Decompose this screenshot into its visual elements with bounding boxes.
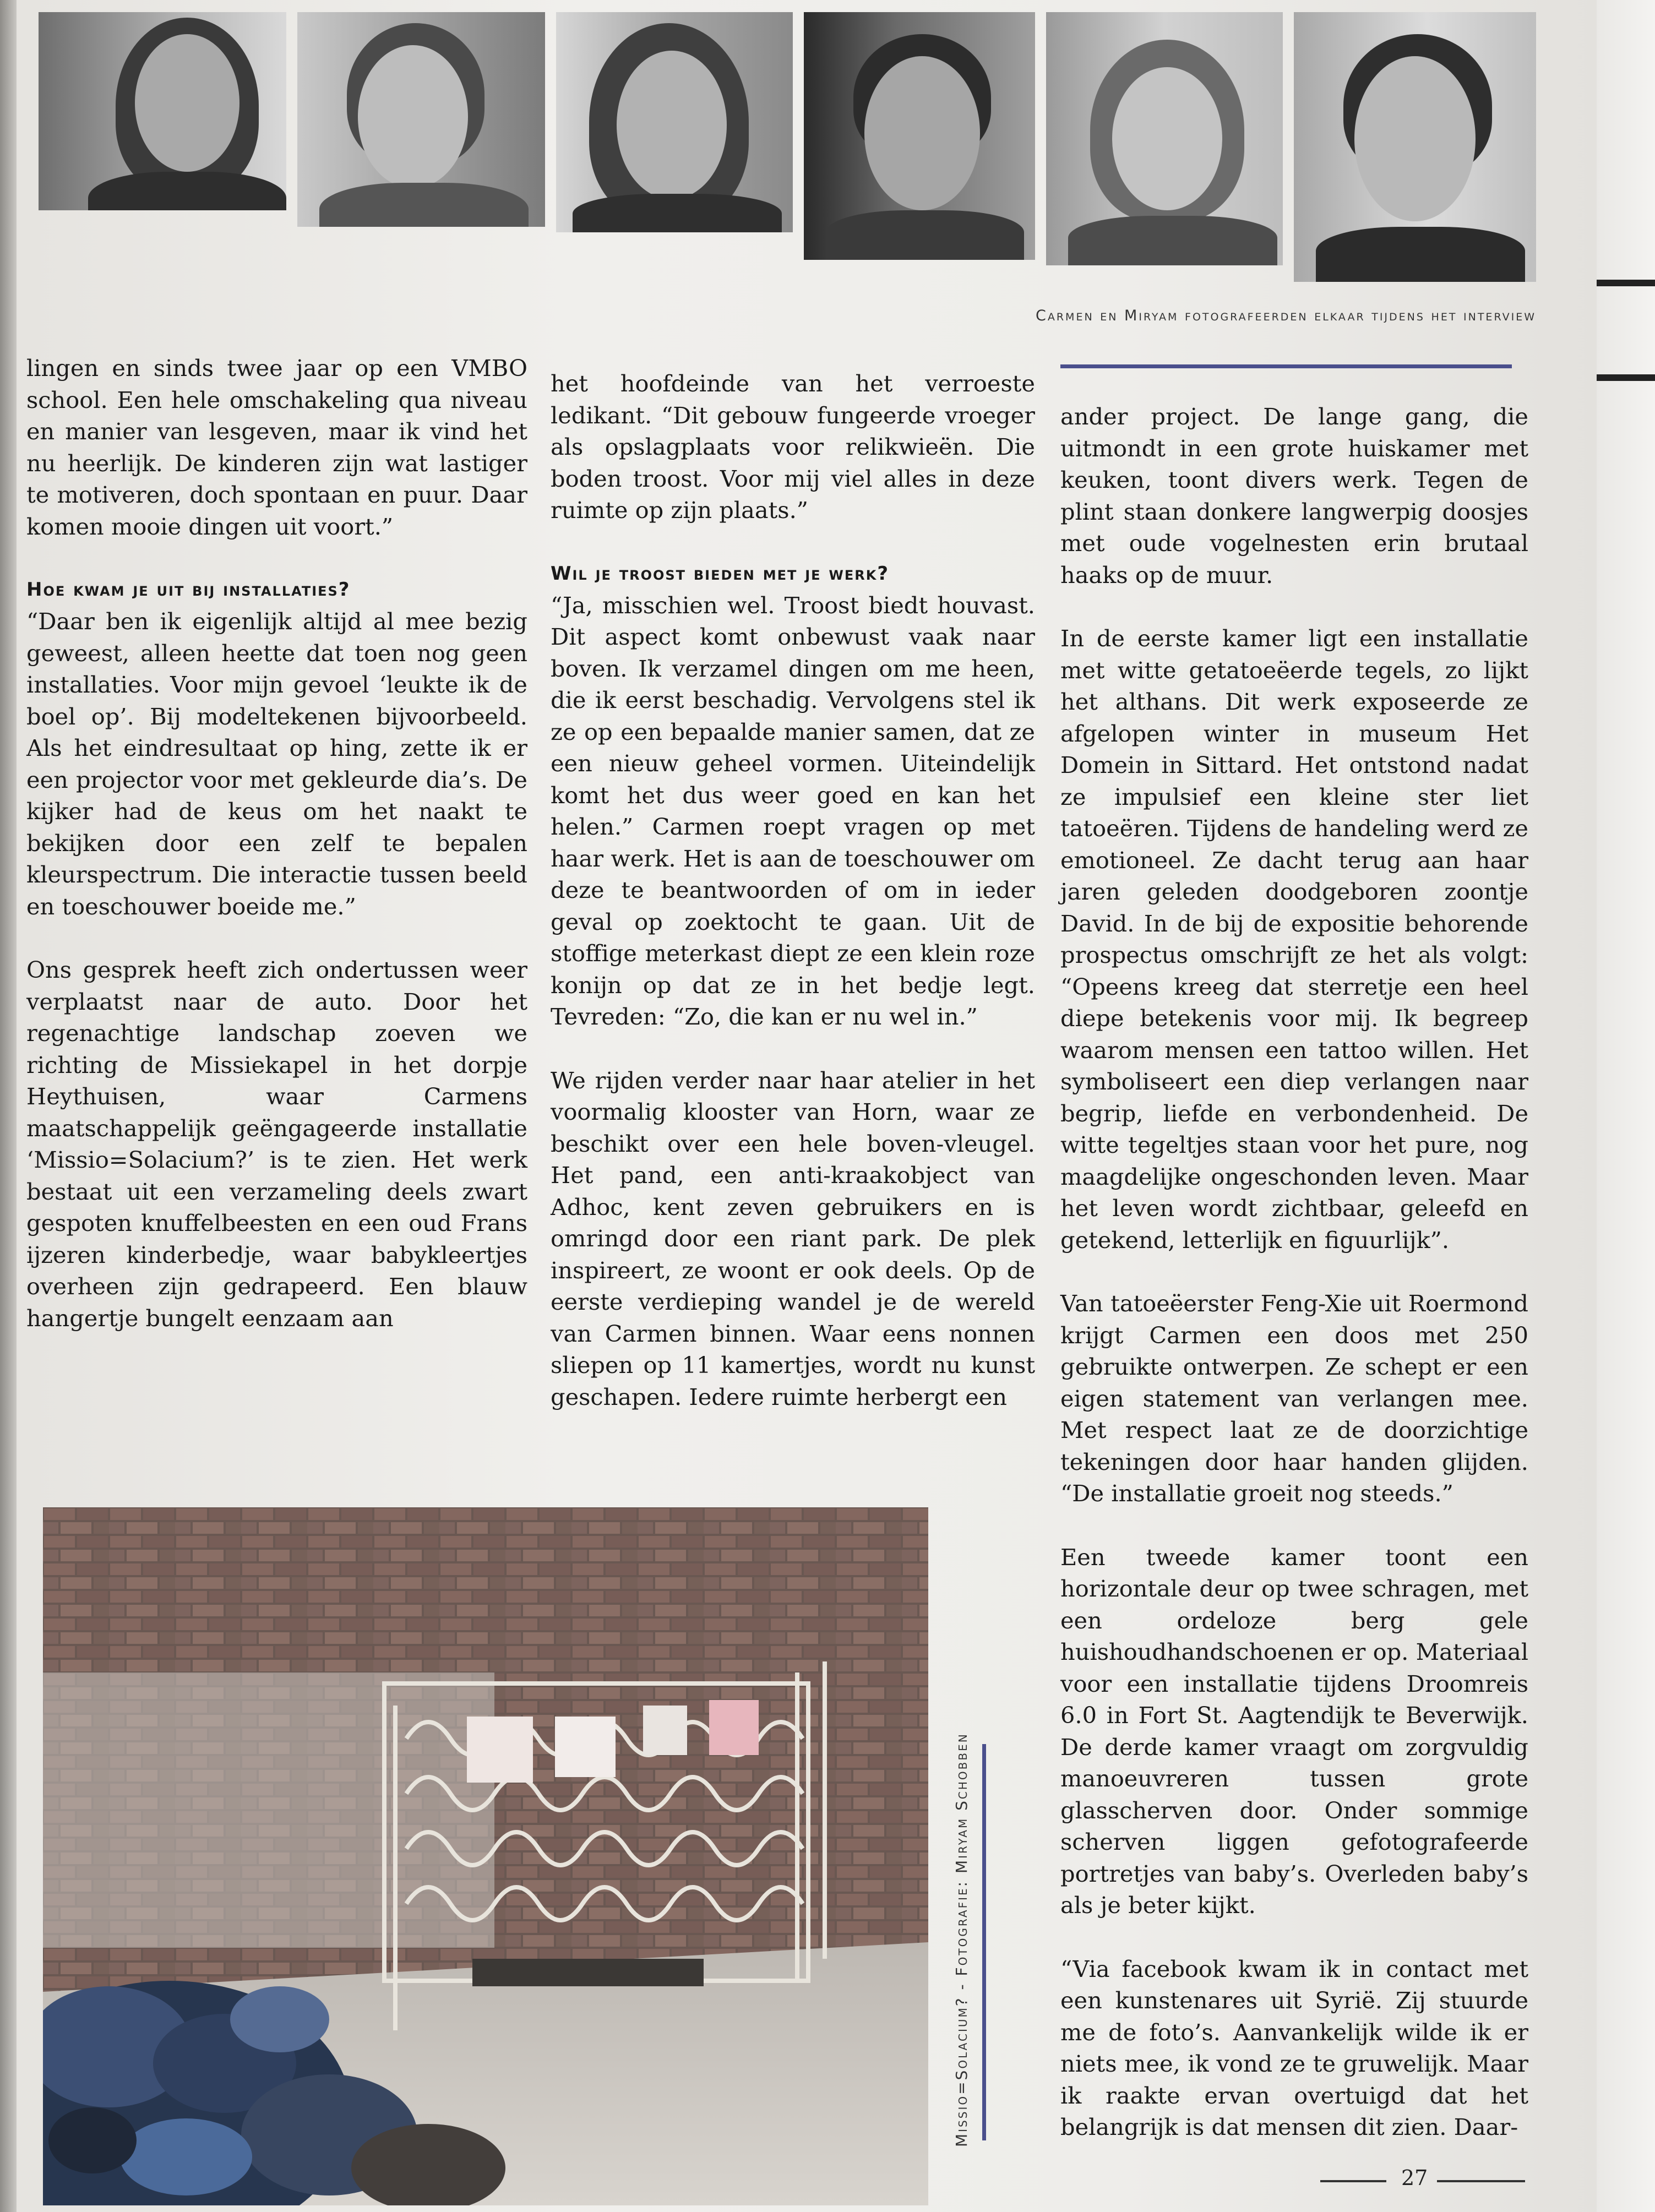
paragraph: Ons gesprek heeft zich ondertussen weer verplaatst naar de auto. Door het regenachtige landschap zoeven we richting de Missiekapel in het dorpje Heythuisen, waar Carmens maatschappelijk geëngageerde installatie ‘Missio=Solacium?’ is te zien. Het werk bestaat uit een verzameling deels zwart gespoten knuffelbeesten en een oud Frans ijzeren kinderbedje, waar babykleertjes overheen zijn gedrapeerd. Een blauw hangertje bungelt eenzaam aan xyxy=(26,956,527,1332)
paragraph: “Daar ben ik eigenlijk altijd al mee bezig geweest, alleen heette dat toen nog geen installaties. Voor mijn gevoel ‘leukte ik de boel op’. Bij modeltekenen bijvoorbeeld. Als het eindresultaat op hing, zette ik er een projector voor met gekleurde dia’s. De kijker had de keus om het naakt te bekijken door een zelf te bepalen kleurspectrum. Die interactie tussen beeld en toeschouwer boeide me.” xyxy=(26,608,527,920)
installation-photo xyxy=(43,1507,928,2205)
portrait-photo xyxy=(1294,12,1536,282)
next-page-edge xyxy=(1597,0,1655,2212)
cot-and-plush-toys-image xyxy=(43,1507,928,2205)
question-heading: Wil je troost bieden met je werk? xyxy=(551,562,890,585)
strip-caption: Carmen en Miryam fotografeerden elkaar tijdens het interview xyxy=(1036,307,1536,324)
footer-rule xyxy=(1320,2180,1386,2182)
edge-marker xyxy=(1597,280,1655,286)
portrait-photo xyxy=(804,12,1035,260)
portrait-strip xyxy=(39,12,1536,282)
question-heading: Hoe kwam je uit bij installaties? xyxy=(26,579,351,601)
portrait-photo xyxy=(39,12,286,210)
paragraph: het hoofdeinde van het verroeste ledikant. “Dit gebouw fungeerde vroeger als opslagplaats voor relikwieën. Die boden troost. Voor mij viel alles in deze ruimte op zijn plaats.” xyxy=(551,370,1035,524)
footer-rule xyxy=(1437,2180,1525,2182)
portrait-photo xyxy=(556,12,793,232)
text-column-1 xyxy=(26,352,527,1334)
photo-credit: Missio=Solacium? - Fotografie: Miryam Schobben xyxy=(952,1732,971,2147)
paragraph: ander project. De lange gang, die uitmondt in een grote huiskamer met keuken, toont divers werk. Tegen de plint staan donkere langwerpig doosjes met oude vogelnesten erin brutaal haaks op de muur. xyxy=(1060,403,1528,589)
paragraph: “Via facebook kwam ik in contact met een kunstenares uit Syrië. Zij stuurde me de foto’s. Aanvankelijk wilde ik er niets mee, ik vond ze te gruwelijk. Maar ik raakte ervan overtuigd dat het belangrijk is dat mensen dit zien. Daar- xyxy=(1060,1955,1528,2140)
binding-shadow xyxy=(0,0,17,2212)
text-column-2 xyxy=(551,368,1035,1413)
column-rule xyxy=(1060,364,1512,368)
paragraph: We rijden verder naar haar atelier in het voormalig klooster van Horn, waar ze beschikt over een hele boven-vleugel. Het pand, een anti-kraakobject van Adhoc, kent zeven gebruikers en is omringd door een riant park. De plek inspireert, ze woont er ook deels. Op de eerste verdieping wandel je de wereld van Carmen binnen. Waar eens nonnen sliepen op 11 kamertjes, wordt nu kunst geschapen. Iedere ruimte herbergt een xyxy=(551,1066,1035,1410)
paragraph: Een tweede kamer toont een horizontale deur op twee schragen, met een ordeloze berg gele huishoudhandschoenen er op. Materiaal voor een installatie tijdens Droomreis 6.0 in Fort St. Aagtendijk te Beverwijk. De derde kamer vraagt om zorgvuldig manoeuvreren tussen grote glasscherven door. Onder sommige scherven liggen gefotografeerde portretjes van baby’s. Overleden baby’s als je beter kijkt. xyxy=(1060,1543,1528,1919)
portrait-photo xyxy=(297,12,545,227)
paragraph: Van tatoeëerster Feng-Xie uit Roermond krijgt Carmen een doos met 250 gebruikte ontwerpen. Ze schept er een eigen statement van verlangen mee. Met respect laat ze de doorzichtige tekeningen door haar handen glijden. “De installatie groeit nog steeds.” xyxy=(1060,1290,1528,1507)
edge-marker xyxy=(1597,374,1655,381)
text-column-3 xyxy=(1060,401,1528,2143)
paragraph: “Ja, misschien wel. Troost biedt houvast. Dit aspect komt onbewust vaak naar boven. Ik verzamel dingen om me heen, die ik eerst beschadig. Vervolgens stel ik ze op een bepaalde manier samen, dat ze een nieuw geheel vormen. Uiteindelijk komt het dus weer goed en kan het helen.” Carmen roept vragen op met haar werk. Het is aan de toeschouwer om deze te beantwoorden of om in ieder geval op zoektocht te gaan. Uit de stoffige meterkast diept ze een klein roze konijn op dat ze in het bedje legt. Tevreden: “Zo, die kan er nu wel in.” xyxy=(551,591,1035,1030)
magazine-page xyxy=(17,0,1597,2212)
credit-rule xyxy=(982,1744,986,2140)
paragraph: lingen en sinds twee jaar op een VMBO school. Een hele omschakeling qua niveau en manier van lesgeven, maar ik vind het nu heerlijk. De kinderen zijn wat lastiger te motiveren, doch spontaan en puur. Daar komen mooie dingen uit voort.” xyxy=(26,355,527,540)
portrait-photo xyxy=(1046,12,1283,265)
paragraph: In de eerste kamer ligt een installatie met witte getatoeëerde tegels, zo lijkt het althans. Dit werk exposeerde ze afgelopen winter in museum Het Domein in Sittard. Het ontstond nadat ze impulsief een kleine ster liet tatoeëren. Tijdens de handeling werd ze emotioneel. Ze dacht terug aan haar jaren geleden doodgeboren zoontje David. In de bij de expositie behorende prospectus omschrijft ze het als volgt: “Opeens kreeg dat sterretje een heel diepe betekenis voor mij. Ik begreep waarom mensen een tattoo willen. Het symboliseert een diep verlangen naar begrip, liefde en verbondenheid. De witte tegeltjes staan voor het pure, nog maagdelijke ongeschonden leven. Maar het leven wordt zichtbaar, geleefd en getekend, letterlijk en figuurlijk”. xyxy=(1060,625,1528,1254)
page-number: 27 xyxy=(1401,2166,1428,2190)
